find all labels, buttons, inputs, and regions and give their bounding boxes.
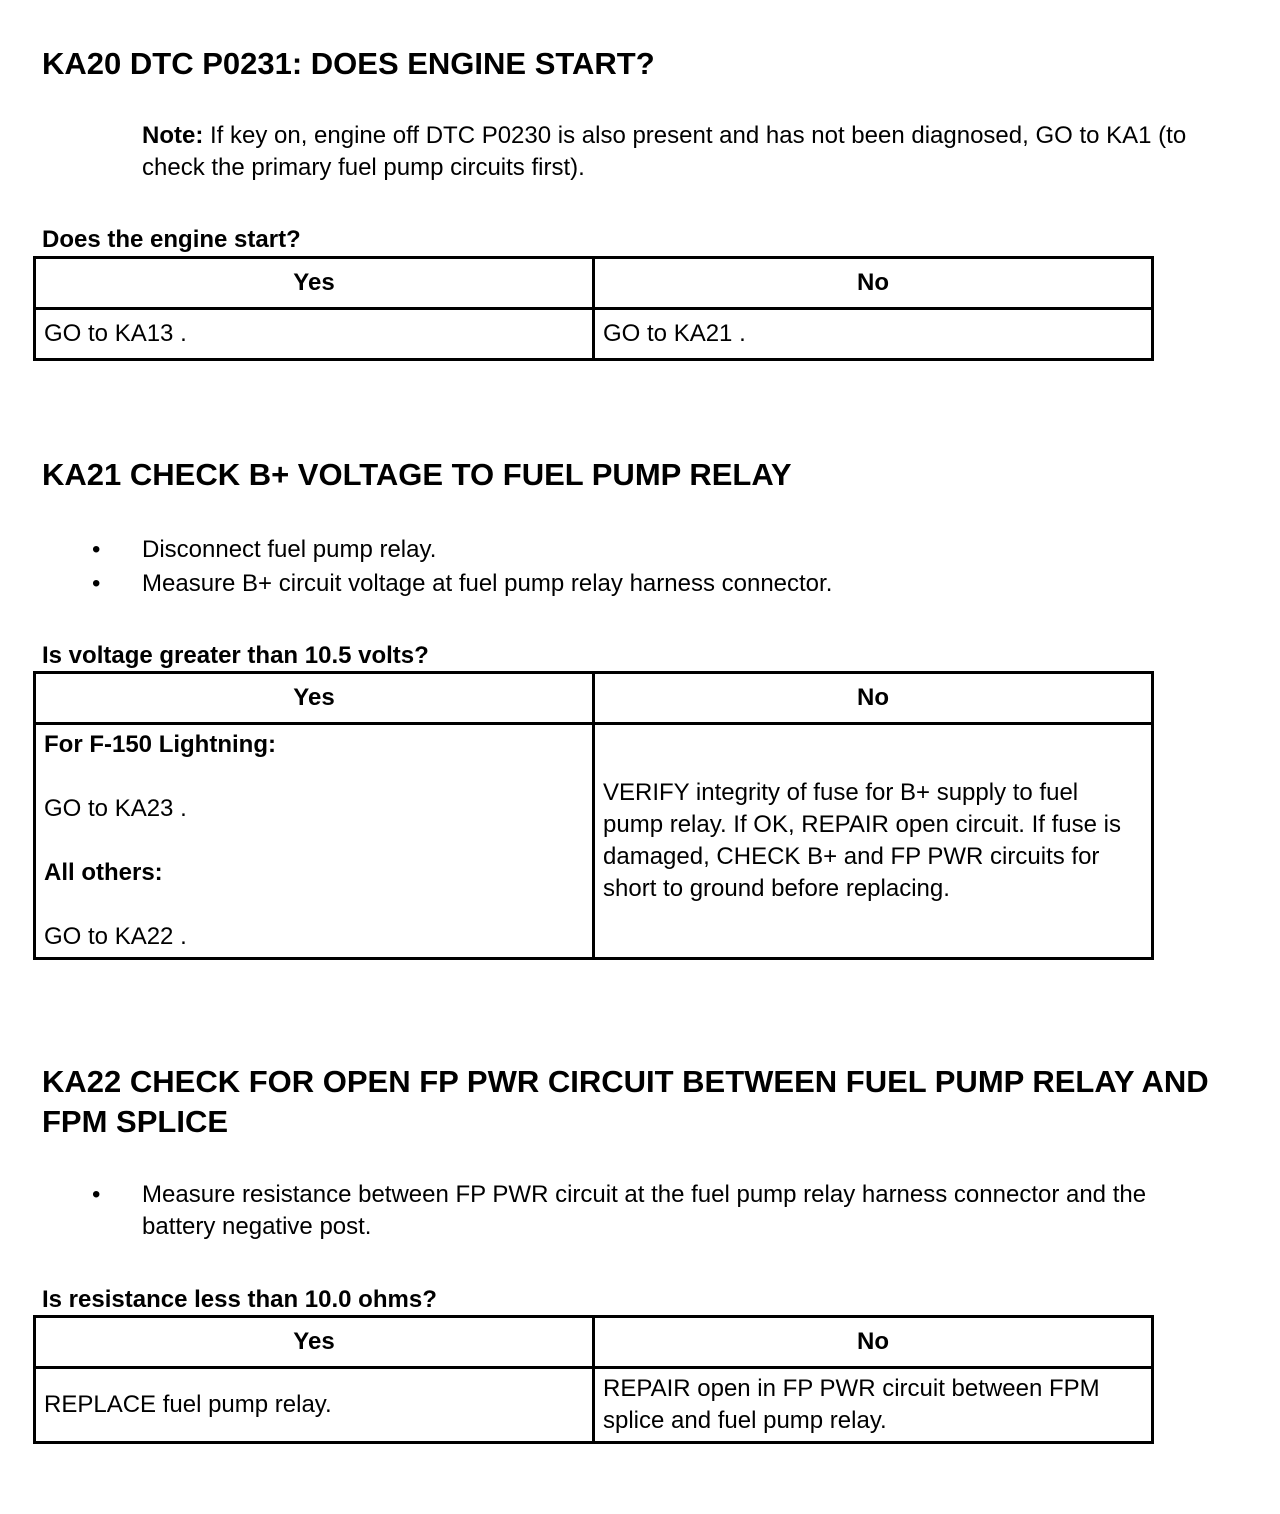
step: • Measure resistance between FP PWR circuit at the fuel pump relay harness connector and the battery negative post. — [90, 1179, 1220, 1243]
note — [142, 120, 1232, 184]
step-list — [90, 1179, 1220, 1243]
note-text: If key on, engine off DTC P0230 is also present and has not been diagnosed, GO to KA1 (to check the primary fuel pump circuits first). — [142, 122, 1187, 181]
no-cell: VERIFY integrity of fuse for B+ supply to fuel pump relay. If OK, REPAIR open circuit. If fuse is damaged, CHECK B+ and FP PWR circuits for short to ground before replacing. — [594, 724, 1153, 959]
condition: For F-150 Lightning: — [44, 731, 276, 758]
action: GO to KA23 . — [44, 795, 187, 822]
question: Is resistance less than 10.0 ohms? — [42, 1286, 437, 1313]
section-title: KA21 CHECK B+ VOLTAGE TO FUEL PUMP RELAY — [42, 457, 792, 492]
answer-table — [33, 1315, 1154, 1444]
yes-header: Yes — [35, 258, 594, 309]
question: Is voltage greater than 10.5 volts? — [42, 642, 429, 669]
yes-cell — [35, 724, 594, 959]
no-header: No — [594, 258, 1153, 309]
no-cell: REPAIR open in FP PWR circuit between FPM splice and fuel pump relay. — [594, 1368, 1153, 1443]
section-title: KA20 DTC P0231: DOES ENGINE START? — [42, 46, 655, 81]
question: Does the engine start? — [42, 226, 301, 253]
yes-cell: GO to KA13 . — [35, 309, 594, 360]
section-title: KA22 CHECK FOR OPEN FP PWR CIRCUIT BETWEEN FUEL PUMP RELAY AND FPM SPLICE — [42, 1064, 1209, 1139]
action: GO to KA22 . — [44, 923, 187, 950]
condition: All others: — [44, 859, 163, 886]
yes-header: Yes — [35, 673, 594, 724]
step: • Measure B+ circuit voltage at fuel pump relay harness connector. — [90, 567, 832, 601]
no-cell: GO to KA21 . — [594, 309, 1153, 360]
no-header: No — [594, 673, 1153, 724]
yes-cell: REPLACE fuel pump relay. — [35, 1368, 594, 1443]
no-header: No — [594, 1317, 1153, 1368]
answer-table — [33, 256, 1154, 361]
step: • Disconnect fuel pump relay. — [90, 533, 832, 567]
yes-header: Yes — [35, 1317, 594, 1368]
answer-table — [33, 671, 1154, 960]
note-label: Note: — [142, 122, 204, 149]
step-list — [90, 533, 832, 601]
